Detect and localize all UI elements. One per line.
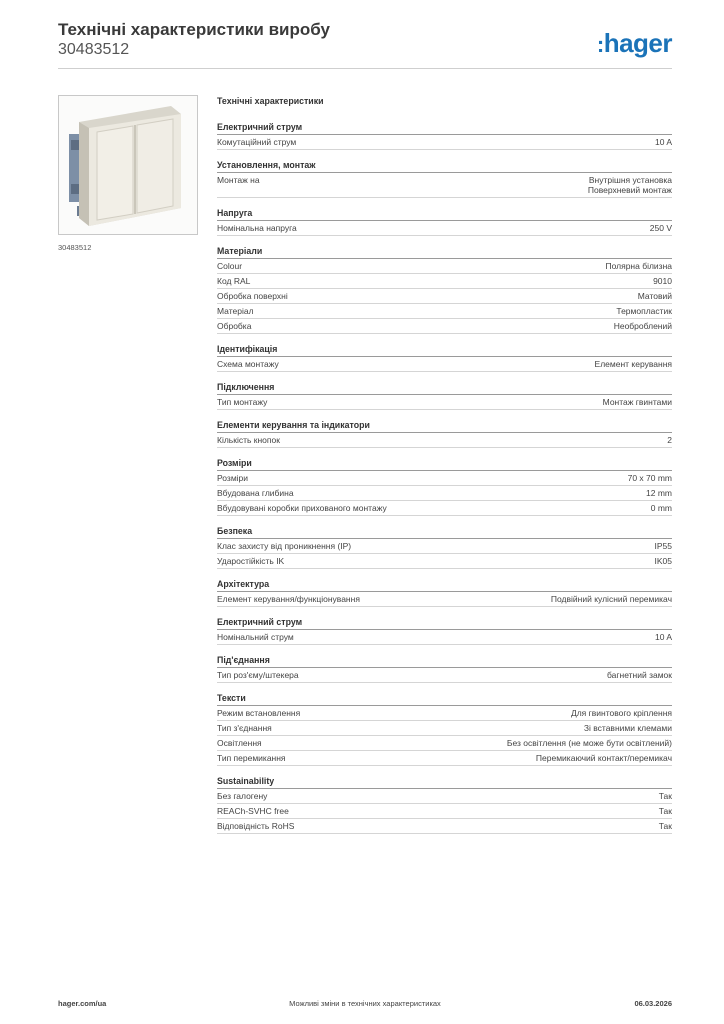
spec-row bbox=[217, 554, 672, 569]
header-divider bbox=[58, 68, 672, 69]
spec-row bbox=[217, 804, 672, 819]
spec-label: Розміри bbox=[217, 473, 249, 483]
spec-row bbox=[217, 274, 672, 289]
spec-row bbox=[217, 789, 672, 804]
spec-value: Для гвинтового кріплення bbox=[570, 708, 672, 718]
product-reference: 30483512 bbox=[58, 41, 130, 58]
spec-label: Схема монтажу bbox=[217, 359, 279, 369]
spec-group bbox=[217, 526, 672, 569]
spec-value: 250 V bbox=[649, 223, 672, 233]
spec-value: 9010 bbox=[653, 276, 672, 286]
footer-disclaimer: Можливі зміни в технічних характеристиках bbox=[289, 999, 441, 1008]
spec-value: 2 bbox=[667, 435, 672, 445]
double-rocker-switch-illustration bbox=[59, 96, 197, 234]
spec-row bbox=[217, 357, 672, 372]
spec-group-title: Безпека bbox=[217, 526, 672, 539]
spec-value: Так bbox=[658, 791, 672, 801]
spec-value: Елемент керування bbox=[594, 359, 672, 369]
spec-value: 10 A bbox=[654, 137, 672, 147]
spec-value: IK05 bbox=[654, 556, 672, 566]
spec-row bbox=[217, 501, 672, 516]
spec-row bbox=[217, 706, 672, 721]
spec-value: Перемикаючий контакт/перемикач bbox=[535, 753, 672, 763]
spec-group bbox=[217, 344, 672, 372]
spec-group-title: Електричний струм bbox=[217, 617, 672, 630]
spec-group-title: Елементи керування та індикатори bbox=[217, 420, 672, 433]
spec-label: Тип з'єднання bbox=[217, 723, 272, 733]
spec-value: Необроблений bbox=[613, 321, 672, 331]
spec-group bbox=[217, 579, 672, 607]
spec-value: 0 mm bbox=[650, 503, 672, 513]
spec-row bbox=[217, 135, 672, 150]
spec-row bbox=[217, 471, 672, 486]
spec-row bbox=[217, 259, 672, 274]
spec-value: Монтаж гвинтами bbox=[602, 397, 672, 407]
spec-value: Матовий bbox=[637, 291, 672, 301]
spec-group-title: Тексти bbox=[217, 693, 672, 706]
spec-value: Термопластик bbox=[616, 306, 672, 316]
spec-group bbox=[217, 420, 672, 448]
specifications-heading: Технічні характеристики bbox=[217, 96, 324, 106]
spec-label: Номінальний струм bbox=[217, 632, 294, 642]
spec-group bbox=[217, 122, 672, 150]
spec-groups bbox=[217, 122, 672, 834]
spec-group bbox=[217, 208, 672, 236]
spec-group bbox=[217, 617, 672, 645]
spec-row bbox=[217, 751, 672, 766]
product-image bbox=[58, 95, 198, 235]
spec-row bbox=[217, 668, 672, 683]
spec-label: Ударостійкість IK bbox=[217, 556, 285, 566]
spec-row bbox=[217, 486, 672, 501]
footer-date: 06.03.2026 bbox=[634, 999, 672, 1008]
footer-website[interactable]: hager.com/ua bbox=[58, 999, 107, 1008]
spec-value: Так bbox=[658, 806, 672, 816]
spec-group bbox=[217, 458, 672, 516]
spec-label: Вбудовувані коробки прихованого монтажу bbox=[217, 503, 387, 513]
image-caption: 30483512 bbox=[58, 243, 92, 252]
page-header bbox=[58, 20, 330, 59]
spec-value: Зі вставними клемами bbox=[583, 723, 672, 733]
spec-group-title: Установлення, монтаж bbox=[217, 160, 672, 173]
spec-label: Обробка bbox=[217, 321, 252, 331]
spec-value: Внутрішня установка Поверхневий монтаж bbox=[587, 175, 672, 195]
spec-label: Освітлення bbox=[217, 738, 262, 748]
spec-value: 12 mm bbox=[646, 488, 672, 498]
spec-label: Вбудована глибина bbox=[217, 488, 294, 498]
spec-group bbox=[217, 693, 672, 766]
spec-label: Режим встановлення bbox=[217, 708, 301, 718]
hager-logo: :hager bbox=[596, 28, 672, 58]
spec-label: Монтаж на bbox=[217, 175, 260, 185]
spec-value: IP55 bbox=[654, 541, 672, 551]
spec-label: Відповідність RoHS bbox=[217, 821, 295, 831]
page-title: Технічні характеристики виробу bbox=[58, 20, 330, 39]
spec-label: Тип роз'єму/штекера bbox=[217, 670, 299, 680]
spec-label: Без галогену bbox=[217, 791, 268, 801]
spec-label: REACh-SVHC free bbox=[217, 806, 289, 816]
spec-value: Полярна білизна bbox=[605, 261, 672, 271]
spec-label: Обробка поверхні bbox=[217, 291, 288, 301]
spec-row bbox=[217, 433, 672, 448]
spec-value: 10 A bbox=[654, 632, 672, 642]
spec-value: багнетний замок bbox=[607, 670, 672, 680]
spec-group-title: Архітектура bbox=[217, 579, 672, 592]
spec-group bbox=[217, 160, 672, 198]
spec-label: Клас захисту від проникнення (IP) bbox=[217, 541, 352, 551]
spec-row bbox=[217, 721, 672, 736]
spec-row bbox=[217, 304, 672, 319]
spec-value: Без освітлення (не може бути освітлений) bbox=[506, 738, 672, 748]
spec-group-title: Під'єднання bbox=[217, 655, 672, 668]
spec-group-title: Розміри bbox=[217, 458, 672, 471]
spec-label: Комутаційний струм bbox=[217, 137, 297, 147]
spec-group bbox=[217, 246, 672, 334]
spec-group-title: Електричний струм bbox=[217, 122, 672, 135]
technical-specifications bbox=[217, 96, 672, 844]
spec-group-title: Підключення bbox=[217, 382, 672, 395]
spec-group-title: Матеріали bbox=[217, 246, 672, 259]
spec-label: Тип монтажу bbox=[217, 397, 268, 407]
spec-row bbox=[217, 539, 672, 554]
spec-value: 70 x 70 mm bbox=[627, 473, 672, 483]
spec-group-title: Ідентифікація bbox=[217, 344, 672, 357]
spec-row bbox=[217, 319, 672, 334]
spec-row bbox=[217, 736, 672, 751]
spec-group bbox=[217, 655, 672, 683]
spec-row bbox=[217, 173, 672, 198]
spec-label: Кількість кнопок bbox=[217, 435, 280, 445]
spec-label: Елемент керування/функціонування bbox=[217, 594, 360, 604]
spec-row bbox=[217, 289, 672, 304]
spec-label: Номінальна напруга bbox=[217, 223, 297, 233]
spec-group bbox=[217, 382, 672, 410]
spec-group bbox=[217, 776, 672, 834]
spec-row bbox=[217, 221, 672, 236]
spec-label: Colour bbox=[217, 261, 243, 271]
spec-value: Подвійний кулісний перемикач bbox=[550, 594, 672, 604]
spec-label: Код RAL bbox=[217, 276, 251, 286]
spec-row bbox=[217, 630, 672, 645]
spec-group-title: Sustainability bbox=[217, 776, 672, 789]
spec-group-title: Напруга bbox=[217, 208, 672, 221]
spec-row bbox=[217, 395, 672, 410]
spec-row bbox=[217, 592, 672, 607]
spec-row bbox=[217, 819, 672, 834]
spec-label: Матеріал bbox=[217, 306, 254, 316]
spec-label: Тип перемикання bbox=[217, 753, 286, 763]
spec-value: Так bbox=[658, 821, 672, 831]
